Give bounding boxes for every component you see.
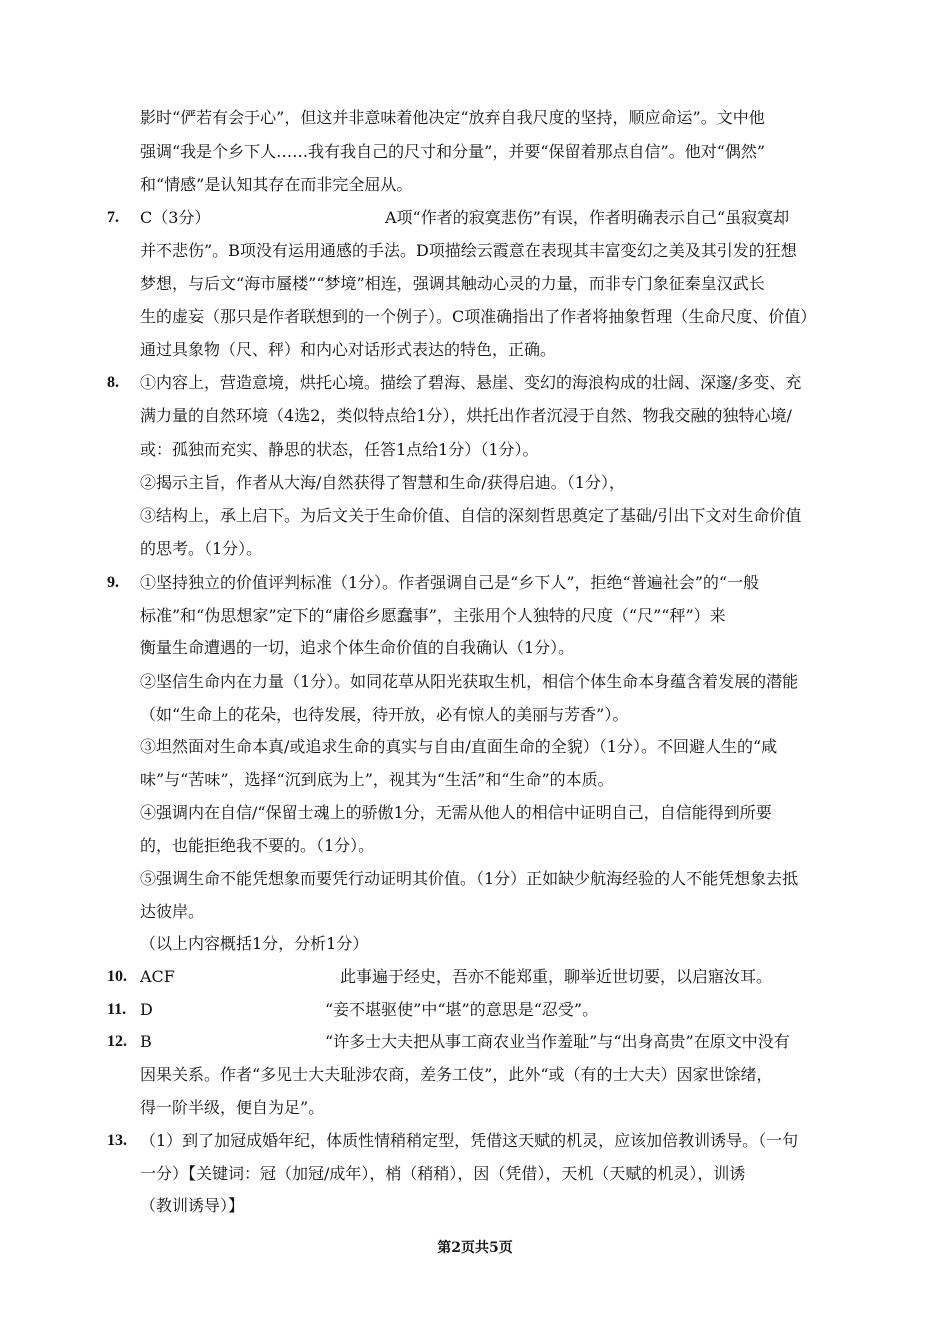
answer-line: 梦想，与后文“海市蜃楼”“梦境”相连，强调其触动心灵的力量，而非专门象征秦皇汉武长 [140, 274, 765, 293]
answer-line: （如“生命上的花朵，也待发展，待开放，必有惊人的美丽与芳香”）。 [140, 705, 629, 724]
question-number: 7. [107, 209, 119, 226]
answer-line: 的，也能拒绝我不要的。（1分）。 [140, 836, 375, 855]
question-answer: ACF [140, 967, 175, 986]
answer-line: ④强调内在自信/“保留士魂上的骄傲1分，无需从他人的相信中证明自己，自信能得到所要 [140, 803, 772, 822]
question-answer: B [140, 1032, 152, 1051]
continuation-line: 影时“俨若有会于心”，但这并非意味着他决定“放弃自我尺度的坚持，顺应命运”。文中他 [140, 108, 765, 127]
answer-line: ①坚持独立的价值评判标准（1分）。作者强调自己是“乡下人”，拒绝“普遍社会”的“一般 [140, 573, 760, 592]
answer-line: 或：孤独而充实、静思的状态，任答1点给1分）（1分）。 [140, 440, 539, 459]
answer-line: ②坚信生命内在力量（1分）。如同花草从阳光获取生机，相信个体生命本身蕴含着发展的潜能 [140, 672, 799, 691]
answer-line: 通过具象物（尺、秤）和内心对话形式表达的特色，正确。 [140, 340, 557, 359]
answer-line: ①内容上，营造意境，烘托心境。描绘了碧海、悬崖、变幻的海浪构成的壮阔、深邃/多变、充 [140, 373, 802, 392]
question-number: 9. [107, 574, 119, 591]
answer-line: 达彼岸。 [140, 902, 205, 921]
scoring-note: （以上内容概括1分，分析1分） [140, 934, 369, 953]
question-number: 11. [107, 1001, 127, 1018]
answer-line: 并不悲伤”。B项没有运用通感的手法。D项描绘云霞意在表现其丰富变幻之美及其引发的狂想 [140, 241, 797, 260]
question-number: 8. [107, 374, 119, 391]
answer-line: A项“作者的寂寞悲伤”有误，作者明确表示自己“虽寂寞却 [385, 208, 790, 227]
continuation-line: 强调“我是个乡下人……我有我自己的尺寸和分量”，并要“保留着那点自信”。他对“偶然” [140, 142, 766, 161]
page-footer: 第2页共5页 [437, 1240, 513, 1256]
answer-explanation: “许多士大夫把从事工商农业当作羞耻”与“出身高贵”在原文中没有 [325, 1032, 790, 1051]
answer-line: 的思考。（1分）。 [140, 539, 263, 558]
answer-line: 满力量的自然环境（4选2，类似特点给1分），烘托出作者沉浸于自然、物我交融的独特心境/ [140, 406, 792, 425]
question-number: 13. [107, 1132, 127, 1149]
answer-line: ②揭示主旨，作者从大海/自然获得了智慧和生命/获得启迪。（1分）， [140, 473, 625, 492]
answer-explanation: “妾不堪驱使”中“堪”的意思是“忍受”。 [325, 1000, 599, 1019]
question-answer: C（3分） [140, 208, 211, 227]
question-number: 10. [107, 968, 127, 985]
answer-line: 味”与“苦味”，选择“沉到底为上”，视其为“生活”和“生命”的本质。 [140, 770, 614, 789]
answer-line: ⑤强调生命不能凭想象而要凭行动证明其价值。（1分）正如缺少航海经验的人不能凭想象去抵 [140, 869, 799, 888]
answer-line: （1）到了加冠成婚年纪，体质性情稍稍定型，凭借这天赋的机灵，应该加倍教训诱导。（一句 [140, 1131, 799, 1150]
question-number: 12. [107, 1033, 127, 1050]
answer-line: （教训诱导）】 [140, 1196, 245, 1215]
answer-line: ③结构上，承上启下。为后文关于生命价值、自信的深刻哲思奠定了基础/引出下文对生命价值 [140, 506, 802, 525]
answer-line: 一分）【关键词：冠（加冠/成年），梢（稍稍），因（凭借），天机（天赋的机灵），训诱 [140, 1164, 746, 1183]
answer-line: 标准”和“伪思想家”定下的“庸俗乡愿蠢事”，主张用个人独特的尺度（“尺”“秤”）来 [140, 606, 726, 625]
continuation-line: 和“情感”是认知其存在而非完全屈从。 [140, 175, 413, 194]
answer-explanation: 此事遍于经史，吾亦不能郑重，聊举近世切要，以启寤汝耳。 [340, 967, 773, 986]
answer-line: 衡量生命遭遇的一切，追求个体生命价值的自我确认（1分）。 [140, 638, 575, 657]
answer-line: 因果关系。作者“多见士大夫耻涉农商，差务工伎”，此外“或（有的士大夫）因家世馀绪， [140, 1065, 773, 1084]
question-answer: D [140, 1000, 153, 1019]
answer-line: 得一阶半级，便自为足”。 [140, 1098, 325, 1117]
answer-line: 生的虚妄（那只是作者联想到的一个例子）。C项准确指出了作者将抽象哲理（生命尺度、价值） [140, 307, 817, 326]
answer-line: ③坦然面对生命本真/或追求生命的真实与自由/直面生命的全貌）（1分）。不回避人生的“咸 [140, 737, 778, 756]
